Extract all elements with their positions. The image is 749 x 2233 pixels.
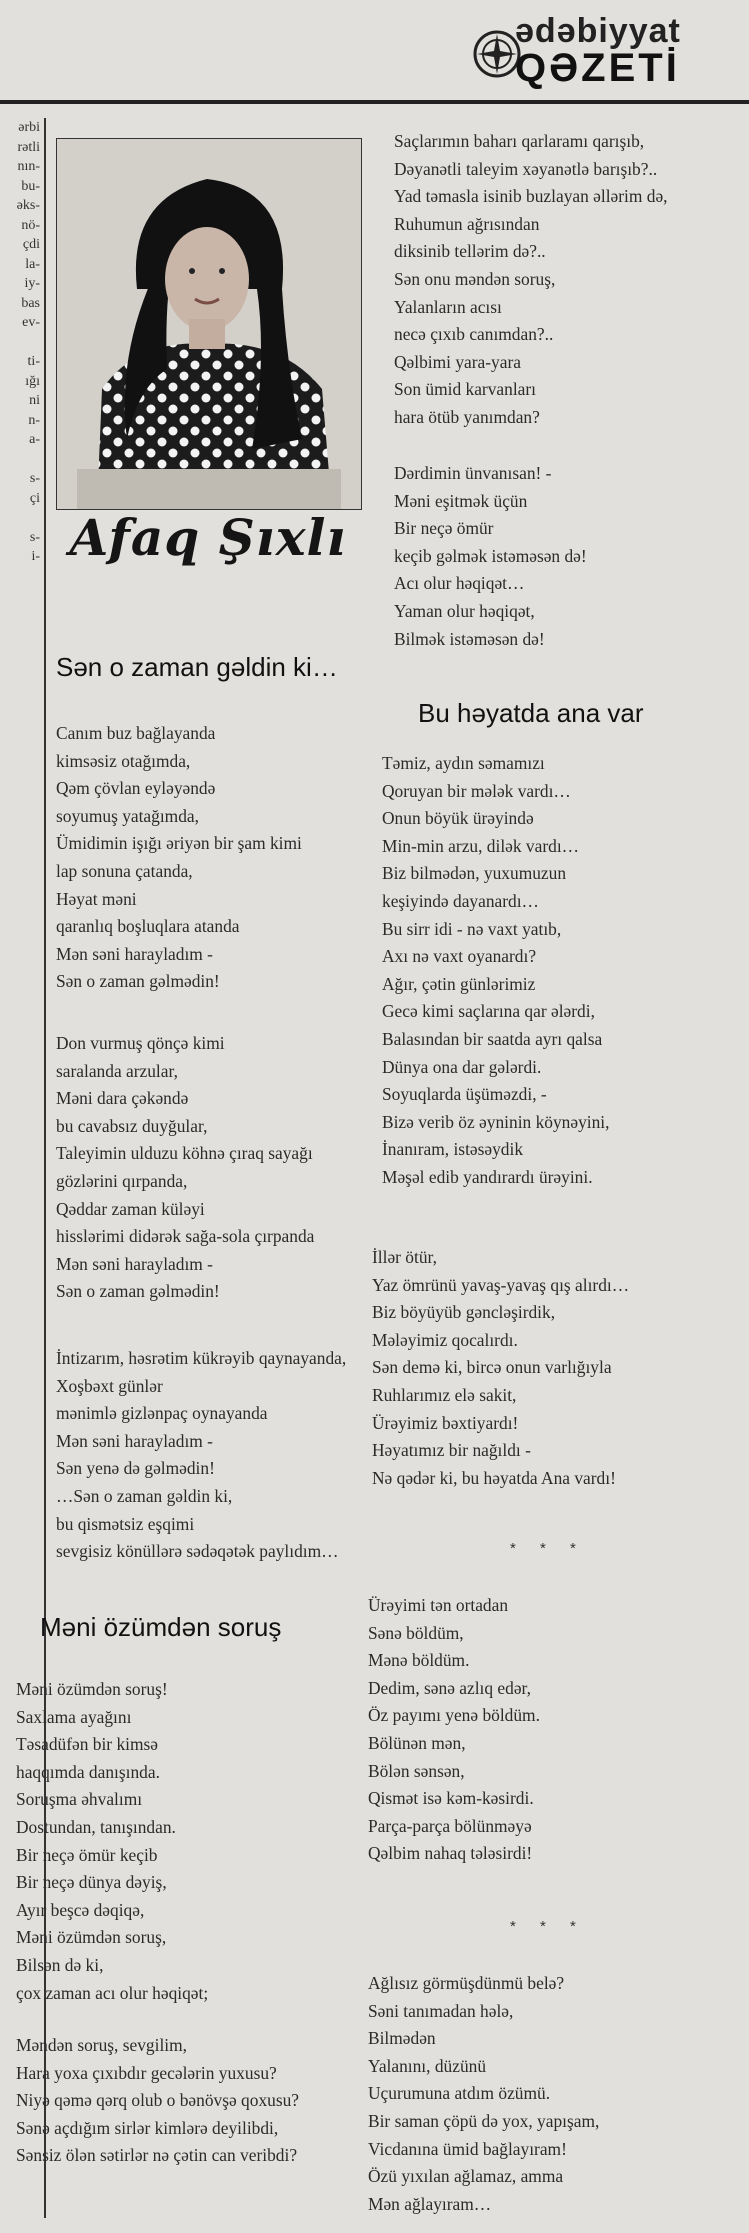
left-column-fragment: əks- <box>16 198 40 213</box>
poem-line: Bölən sənsən, <box>368 1760 465 1781</box>
left-column-fragment <box>0 450 44 470</box>
left-column-fragment: ərbi <box>18 120 40 135</box>
left-column-fragment: ev- <box>22 315 40 330</box>
left-column-fragment: ni <box>29 393 40 408</box>
poem-line: Yalanını, düzünü <box>368 2055 487 2076</box>
poem-line: hara ötüb yanımdan? <box>394 406 540 427</box>
poem-line: Qəlbimi yara-yara <box>394 351 521 372</box>
poem-line: Mən səni harayladım - <box>56 943 213 964</box>
poem-line: Ürəyimiz bəxtiyardı! <box>372 1412 519 1433</box>
poem-line: Acı olur həqiqət… <box>394 573 525 594</box>
poem-line: Mənə böldüm. <box>368 1650 470 1671</box>
section-separator-2: * * * <box>510 1918 586 1935</box>
poem-line: Qoruyan bir mələk vardı… <box>382 780 571 801</box>
poem-line: Bilmədən <box>368 2028 436 2049</box>
poem-line: Uçurumuna atdım özümü. <box>368 2083 551 2104</box>
poem-line: Nə qədər ki, bu həyatda Ana vardı! <box>372 1467 616 1488</box>
section-separator-1: * * * <box>510 1540 586 1557</box>
poem-line: Ürəyimi tən ortadan <box>368 1595 509 1615</box>
poem-line: Dostundan, tanışından. <box>16 1816 176 1837</box>
poem-line: Min-min arzu, dilək vardı… <box>382 835 580 856</box>
author-name: Afaq Şıxlı <box>69 508 347 567</box>
left-column-fragment: bu- <box>21 178 40 194</box>
poem-line: Həyat məni <box>56 888 137 909</box>
poem-line: diksinib tellərim də?.. <box>394 241 546 262</box>
poem-line: İnanıram, istəsəydik <box>382 1139 524 1160</box>
poem-line: Sən o zaman gəlmədin! <box>56 971 220 992</box>
poem-line: Özü yıxılan ağlamaz, amma <box>368 2166 564 2187</box>
poem-line: Bizə verib öz əyninin köynəyini, <box>382 1111 610 1132</box>
left-column-fragment: nö- <box>21 217 40 233</box>
poem-line: Bölünən mən, <box>368 1732 466 1753</box>
logo-bottom-text: QƏZETİ <box>515 46 680 90</box>
poem-title-bu-heyatda: Bu həyatda ana var <box>418 698 644 728</box>
poem-line: Balasından bir saatda ayrı qalsa <box>382 1028 603 1049</box>
poem-line: keşiyində dayanardı… <box>382 890 539 911</box>
poem-line: qaranlıq boşluqlara atanda <box>56 916 240 937</box>
poem-line: Yaman olur həqiqət, <box>394 600 535 621</box>
poem-line: Öz payımı yenə böldüm. <box>368 1705 540 1726</box>
poem-line: Vicdanına ümid bağlayıram! <box>368 2138 567 2159</box>
poem5-lines <box>368 1970 599 2218</box>
left-column-fragment: ti- <box>27 354 40 369</box>
left-column-fragment: a- <box>29 432 40 447</box>
poem-line: Yaz ömrünü yavaş-yavaş qış alırdı… <box>372 1274 630 1295</box>
poem-line: Taleyimin ulduzu köhnə çıraq sayağı <box>56 1143 313 1164</box>
poem-line: Son ümid karvanları <box>394 379 536 400</box>
poem-line: Onun böyük ürəyində <box>382 808 534 829</box>
poem2-continued-stanza-2 <box>394 460 587 653</box>
poem-line: Parça-parça bölünməyə <box>368 1815 532 1836</box>
left-column-fragment: s- <box>29 471 40 486</box>
poem2-stanza-1 <box>16 1676 208 2007</box>
poem-line: Xoşbəxt günlər <box>56 1375 163 1396</box>
newspaper-logo <box>469 12 709 88</box>
poem-line: Ruhumun ağrısından <box>394 213 540 234</box>
poem-line: Yad təmasla isinib buzlayan əllərim də, <box>394 186 668 207</box>
poem-line: Dedim, sənə azlıq edər, <box>368 1677 531 1698</box>
poem-line: Məni özümdən soruş! <box>16 1679 168 1699</box>
poem-line: Mən səni harayladım - <box>56 1253 213 1274</box>
poem-line: keçib gəlmək istəməsən də! <box>394 545 587 566</box>
poem-line: Məşəl edib yandırardı ürəyini. <box>382 1166 593 1187</box>
poem-line: Niyə qəmə qərq olub o bənövşə qoxusu? <box>16 2090 300 2111</box>
left-column-fragment: çi <box>29 490 40 506</box>
poem-line: Bir saman çöpü də yox, yapışam, <box>368 2110 600 2131</box>
poem-line: Bilsən də ki, <box>16 1954 104 1975</box>
poem1-stanza-1 <box>56 720 302 996</box>
poem-line: Gecə kimi saçlarına qar ələrdi, <box>382 1001 595 1022</box>
poem2-stanza-2 <box>16 2032 299 2170</box>
poem-line: Qismət isə kəm-kəsirdi. <box>368 1788 534 1809</box>
poem-line: soyumuş yatağımda, <box>56 805 199 826</box>
poem-line: bu qismətsiz eşqimi <box>56 1513 195 1534</box>
left-column-fragments <box>0 118 44 638</box>
poem-line: Hara yoxa çıxıbdır gecələrin yuxusu? <box>16 2062 277 2083</box>
poem-line: Soruşma əhvalımı <box>16 1789 143 1810</box>
poem-line: Məni dara çəkəndə <box>56 1088 189 1109</box>
poem-line: Sənə böldüm, <box>368 1622 464 1643</box>
left-column-fragment: s- <box>29 529 40 545</box>
poem-line: Biz böyüyüb gəncləşirdik, <box>372 1302 556 1323</box>
poem-line: Saxlama ayağını <box>16 1706 132 1727</box>
poem-line: Məni eşitmək üçün <box>394 490 528 511</box>
poem3-stanza-2 <box>372 1244 629 1492</box>
poem-line: Dərdimin ünvanısan! - <box>394 463 552 483</box>
left-column-fragment: çdi <box>22 237 40 252</box>
poem-line: Saçlarımın baharı qarlaramı qarışıb, <box>394 131 645 151</box>
poem-line: Sən onu məndən soruş, <box>394 268 556 289</box>
poem-line: Təsadüfən bir kimsə <box>16 1734 158 1755</box>
poem-line: Sənə açdığım sirlər kimlərə deyilibdi, <box>16 2117 279 2138</box>
poem-line: necə çıxıb canımdan?.. <box>394 324 554 345</box>
poem-line: Axı nə vaxt oyanardı? <box>382 946 537 967</box>
masthead-rule <box>0 100 749 104</box>
left-column-fragment <box>0 508 44 528</box>
poem-line: Biz bilmədən, yuxumuzun <box>382 863 567 884</box>
poem-line: Sən yenə də gəlmədin! <box>56 1458 215 1479</box>
masthead <box>0 0 749 104</box>
poem-line: Soyuqlarda üşüməzdi, - <box>382 1084 547 1105</box>
left-column-fragment: n- <box>28 412 40 428</box>
poem-line: mənimlə gizlənpaç oynayanda <box>56 1403 268 1424</box>
poem-line: Məni özümdən soruş, <box>16 1927 167 1948</box>
poem-line: Ağlısız görmüşdünmü belə? <box>368 1973 565 1993</box>
poem-line: Canım buz bağlayanda <box>56 723 216 743</box>
left-column-fragment: bas <box>21 295 40 311</box>
poem-line: Məndən soruş, sevgilim, <box>16 2035 187 2055</box>
poem-line: Həyatımız bir nağıldı - <box>372 1440 531 1461</box>
poem-line: Ruhlarımız elə sakit, <box>372 1384 517 1405</box>
poem-line: Qəddar zaman küləyi <box>56 1198 205 1219</box>
left-column-fragment: la- <box>25 256 40 272</box>
poem-line: Sənsiz ölən sətirlər nə çətin can veribdi? <box>16 2145 298 2166</box>
poem-line: Bir neçə ömür <box>394 518 494 539</box>
left-column-fragment: i- <box>31 549 40 564</box>
poem-line: Bu sirr idi - nə vaxt yatıb, <box>382 918 562 939</box>
poem-line: Bir neçə ömür keçib <box>16 1844 158 1865</box>
poem-title-meni-ozumden: Məni özümdən soruş <box>40 1612 282 1642</box>
poem-line: Yalanların acısı <box>394 296 502 317</box>
poem-line: bu cavabsız duyğular, <box>56 1115 208 1136</box>
poem2-continued-stanza-1 <box>394 128 668 432</box>
poem-line: Ağır, çətin günlərimiz <box>382 973 536 994</box>
poem-line: Sən demə ki, bircə onun varlığıyla <box>372 1357 612 1378</box>
poem-line: Dünya ona dar gələrdi. <box>382 1056 542 1077</box>
poem-line: Mən səni harayladım - <box>56 1430 213 1451</box>
left-column-fragment <box>0 333 44 353</box>
left-column-fragment: rətli <box>17 139 40 155</box>
poem1-stanza-2 <box>56 1030 314 1306</box>
poem-line: İllər ötür, <box>372 1247 437 1267</box>
poem-line: Mələyimiz qocalırdı. <box>372 1329 518 1350</box>
poem-line: Bilmək istəməsən də! <box>394 628 545 649</box>
poem-line: saralanda arzular, <box>56 1060 178 1081</box>
poem1-stanza-3 <box>56 1345 346 1566</box>
logo-top-text: ədəbiyyat <box>515 12 681 50</box>
poem-line: Bir neçə dünya dəyiş, <box>16 1872 167 1893</box>
poem-line: Qəlbim nahaq tələsirdi! <box>368 1843 533 1864</box>
poem-line: lap sonuna çatanda, <box>56 860 193 881</box>
poem-line: sevgisiz könüllərə sədəqətək paylıdım… <box>56 1541 339 1562</box>
poem-line: hisslərimi didərək sağa-sola çırpanda <box>56 1226 315 1247</box>
poem-line: gözlərini qırpanda, <box>56 1170 188 1191</box>
poem-line: …Sən o zaman gəldin ki, <box>56 1485 233 1506</box>
poem-line: kimsəsiz otağımda, <box>56 750 191 771</box>
poem-line: Mən ağlayıram… <box>368 2193 492 2214</box>
poem-line: Qəm çövlan eyləyəndə <box>56 778 216 799</box>
poem-line: Don vurmuş qönçə kimi <box>56 1033 225 1053</box>
poem-line: çox zaman acı olur həqiqət; <box>16 1982 209 2003</box>
left-column-fragment: iy- <box>24 276 40 291</box>
poem-line: İntizarım, həsrətim kükrəyib qaynayanda, <box>56 1348 347 1368</box>
poem4-lines <box>368 1592 540 1868</box>
poem-line: Səni tanımadan hələ, <box>368 2000 514 2021</box>
poem-line: Dəyanətli taleyim xəyanətlə barışıb?.. <box>394 158 658 179</box>
poem-line: Təmiz, aydın səmamızı <box>382 753 545 773</box>
poem-line: haqqımda danışında. <box>16 1761 160 1782</box>
left-column-fragment: nın- <box>17 159 40 174</box>
poem-line: Sən o zaman gəlmədin! <box>56 1281 220 1302</box>
poem-line: Ayır beşcə dəqiqə, <box>16 1899 145 1920</box>
author-photo <box>56 138 362 510</box>
left-column-fragment: ığı <box>25 373 40 389</box>
author-portrait-image <box>57 139 361 509</box>
poem-line: Ümidimin işığı əriyən bir şam kimi <box>56 833 302 854</box>
poem-title-sen-o-zaman: Sən o zaman gəldin ki… <box>56 652 338 682</box>
poem3-stanza-1 <box>382 750 609 1192</box>
